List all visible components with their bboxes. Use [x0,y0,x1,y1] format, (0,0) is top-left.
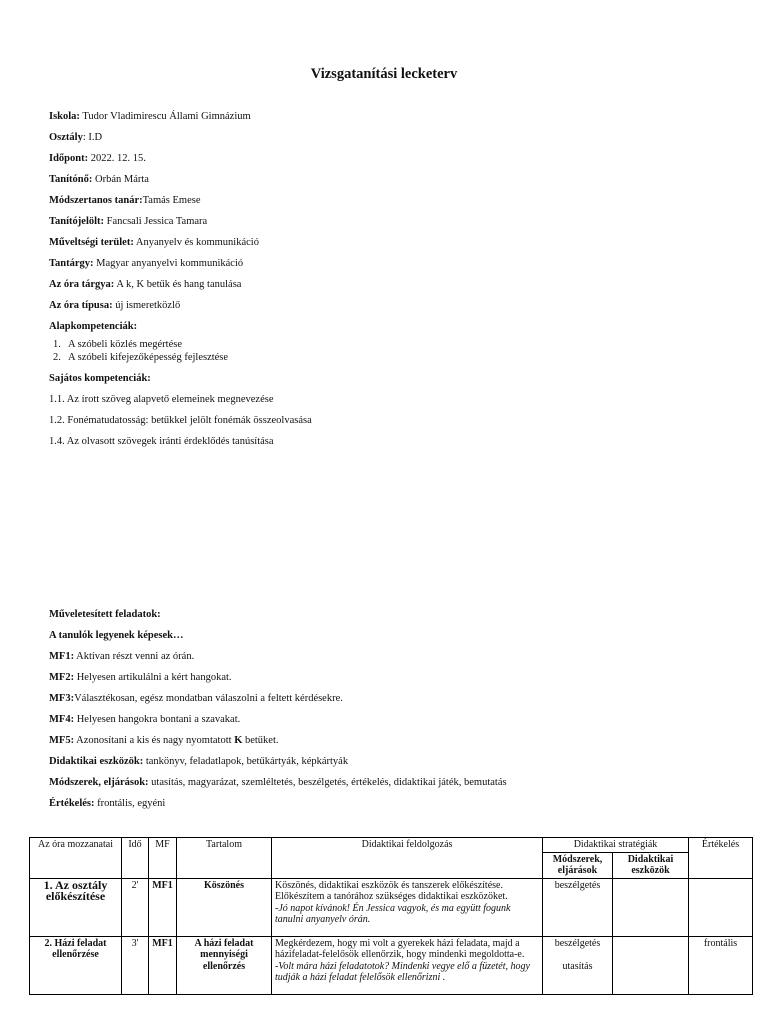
list-item [49,338,729,351]
cell-tools [613,936,689,994]
cell-content: Köszönés [177,878,272,936]
resource-line [49,755,729,776]
info-line [49,215,729,236]
objective-bold: K [234,735,243,746]
resource-label: Értékelés: [49,798,95,809]
objective-label: MF3: [49,693,75,704]
alap-heading: Alapkompetenciák: [49,321,138,332]
cell-mf: MF1 [149,878,177,936]
objective-tail: betűket. [242,735,279,746]
table-row [30,936,753,994]
competence-item: 1.2. Fonématudatosság: betűkkel jelölt fonémák összeolvasása [49,415,312,426]
info-value: új ismeretközlő [112,300,181,311]
info-line [49,194,729,215]
info-line [49,152,729,173]
list-text: A szóbeli kifejezőképesség fejlesztése [68,352,229,363]
table-header-row [30,838,753,853]
objective-text: Választékosan, egész mondatban válaszolni a feltett kérdésekre. [74,693,343,704]
cell-phase: 2. Házi feladat ellenőrzése [30,936,122,994]
process-text: Előkészítem a tanórához szükséges didaktikai eszközöket. [275,891,508,902]
info-line [49,257,729,278]
cell-time: 3' [122,936,149,994]
resource-value: utasítás, magyarázat, szemléltetés, beszélgetés, értékelés, didaktikai játék, bemutatás [148,777,507,788]
objective-item [49,692,729,713]
info-value: A k, K betűk és hang tanulása [114,279,242,290]
header-phase: Az óra mozzanatai [30,838,122,879]
process-quote: -Jó napot kívánok! Én Jessica vagyok, és ma együtt fogunk tanulni anyanyelv órán. [275,902,511,925]
info-label: Módszertanos tanár: [49,195,143,206]
competence-item: 1.4. Az olvasott szövegek iránti érdeklődés tanúsítása [49,436,274,447]
info-value: Fancsali Jessica Tamara [104,216,208,227]
table-row [30,878,753,936]
cell-methods [543,936,613,994]
list-text: A szóbeli közlés megértése [68,339,183,350]
resource-value: frontális, egyéni [94,798,166,809]
info-value: Orbán Márta [92,174,149,185]
info-value: Magyar anyanyelvi kommunikáció [93,258,244,269]
list-item [49,351,729,364]
header-methods: Módszerek, eljárások [543,852,613,878]
cell-eval [689,878,753,936]
method-item: beszélgetés [554,937,601,949]
objective-item [49,671,729,692]
header-strategies: Didaktikai stratégiák [543,838,689,853]
resource-label: Didaktikai eszközök: [49,756,144,767]
objective-item [49,713,729,734]
header-eval: Értékelés [689,838,753,879]
cell-mf: MF1 [149,936,177,994]
info-label: Tantárgy: [49,258,94,269]
header-process: Didaktikai feldolgozás [272,838,543,879]
objective-text: Aktívan részt venni az órán. [74,651,195,662]
header-time: Idő [122,838,149,879]
info-value: Anyanyelv és kommunikáció [133,237,259,248]
info-line [49,131,729,152]
cell-methods [543,878,613,936]
cell-process [272,878,543,936]
process-text: Megkérdezem, hogy mi volt a gyerekek házi feladata, majd a házifeladat-felelősök ellenőrzik, hogy mindenki megoldotta-e. [275,937,525,960]
resource-line [49,776,729,797]
mf-heading: Műveletesített feladatok: [49,609,161,620]
objective-item [49,650,729,671]
list-number: 1. [53,339,61,350]
info-line [49,299,729,320]
cell-time: 2' [122,878,149,936]
info-value: Tudor Vladimirescu Állami Gimnázium [79,111,251,122]
info-label: Az óra típusa: [49,300,113,311]
lesson-plan-table [29,837,753,995]
objective-item [49,734,729,755]
objective-label: MF1: [49,651,75,662]
objective-text: Azonosítani a kis és nagy nyomtatott [74,735,235,746]
info-label: Időpont: [49,153,89,164]
info-label: Az óra tárgya: [49,279,115,290]
method-item: utasítás [562,961,593,972]
info-label: Iskola: [49,111,80,122]
resource-line [49,797,729,818]
info-line [49,236,729,257]
mf-subheading: A tanulók legyenek képesek… [49,630,184,641]
info-value: Tamás Emese [142,195,201,206]
objective-label: MF4: [49,714,75,725]
cell-phase: 1. Az osztály előkészítése [30,878,122,936]
process-quote: -Volt mára házi feladatotok? Mindenki vegye elő a füzetét, hogy tudják a házi feladat felelősök ellenőrizni . [275,960,530,983]
document-title: Vizsgatanítási lecketerv [310,66,458,82]
resource-value: tankönyv, feladatlapok, betűkártyák, képkártyák [143,756,349,767]
process-text: Köszönés, didaktikai eszközök és tanszerek előkészítése. [275,879,503,891]
objective-text: Helyesen artikulálni a kért hangokat. [74,672,232,683]
info-line [49,110,729,131]
sajatos-heading: Sajátos kompetenciák: [49,373,151,384]
header-content: Tartalom [177,838,272,879]
info-value: 2022. 12. 15. [88,153,146,164]
competence-item: 1.1. Az írott szöveg alapvető elemeinek megnevezése [49,394,274,405]
lesson-info [49,110,729,456]
info-line [49,278,729,299]
objective-text: Helyesen hangokra bontani a szavakat. [74,714,241,725]
header-tools: Didaktikai eszközök [613,852,689,878]
objectives-section [49,608,729,818]
header-mf: MF [149,838,177,879]
cell-eval: frontális [689,936,753,994]
info-label: Osztály [49,132,83,143]
alap-list [49,338,729,364]
cell-content: A házi feladat mennyiségi ellenőrzés [177,936,272,994]
resource-label: Módszerek, eljárások: [49,777,149,788]
objective-label: MF2: [49,672,75,683]
cell-process [272,936,543,994]
info-label: Tanítónő: [49,174,93,185]
method-item: beszélgetés [554,879,601,891]
objective-label: MF5: [49,735,75,746]
list-number: 2. [53,352,61,363]
info-value: : I.D [82,132,103,143]
info-line [49,173,729,194]
cell-tools [613,878,689,936]
info-label: Tanítójelölt: [49,216,105,227]
info-label: Műveltségi terület: [49,237,134,248]
